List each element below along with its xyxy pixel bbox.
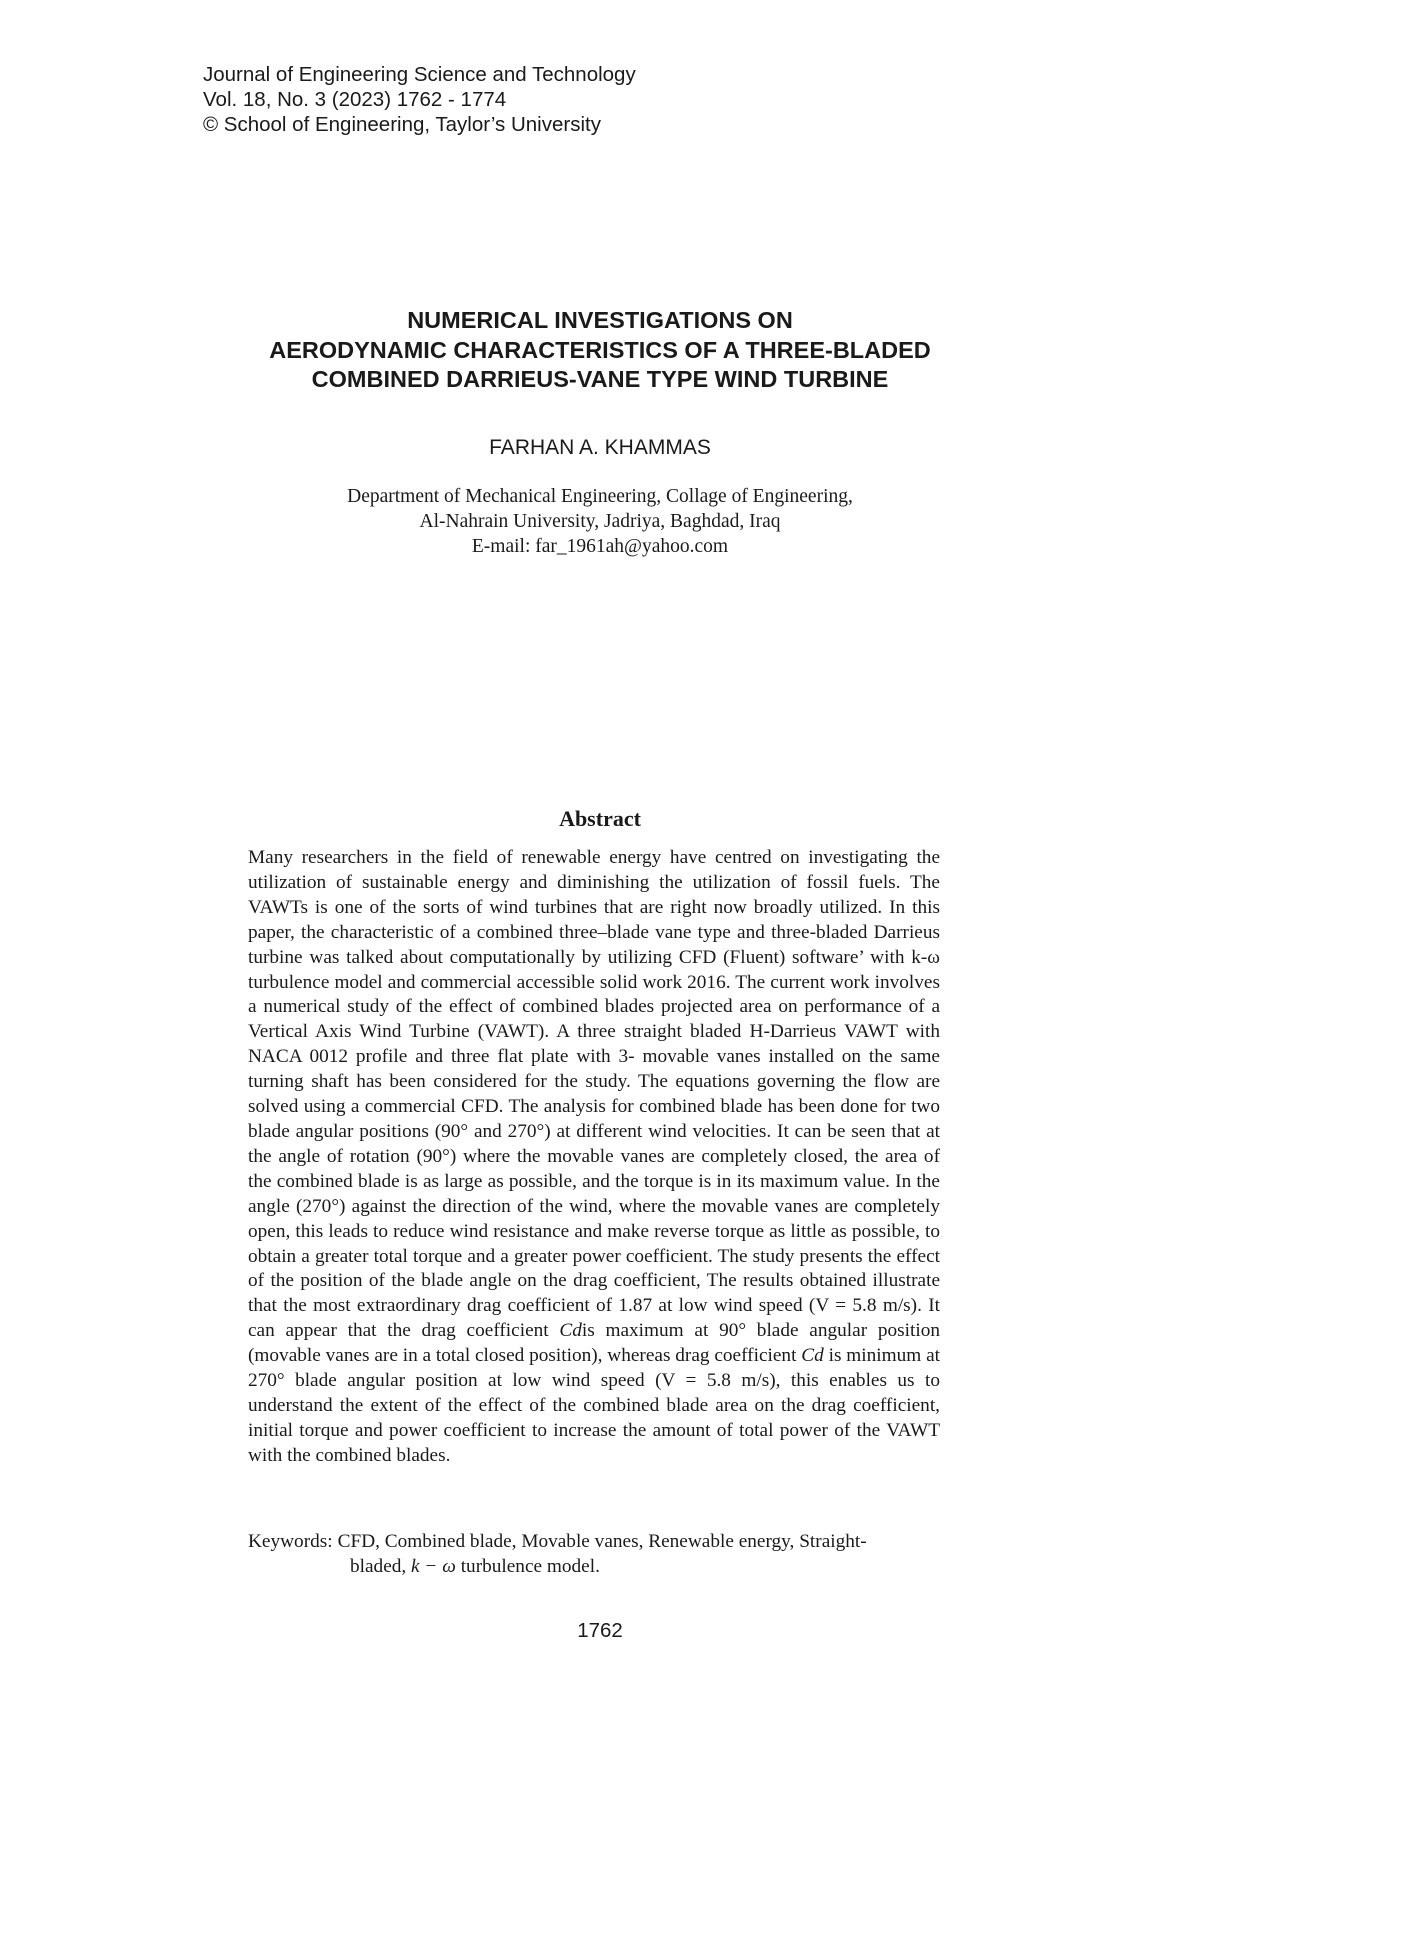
journal-copyright: © School of Engineering, Taylor’s University <box>203 113 601 136</box>
abstract-text-part-3: is minimum at 270° blade angular position at low wind speed (V = 5.8 m/s), this enables us to understand the extent of the effect of the combined blade area on the drag coefficient, initial torque and power coefficient to increase the amount of total power of the VAWT with the combined blades. <box>248 1345 940 1466</box>
journal-volume: Vol. 18, No. 3 (2023) 1762 - 1774 <box>203 88 507 111</box>
abstract-text-part-2: is maximum at 90° blade angular position (movable vanes are in a total closed position), whereas drag coefficient <box>248 1320 940 1367</box>
abstract-body <box>248 846 940 1469</box>
drag-coefficient-symbol: Cd <box>559 1320 582 1342</box>
abstract-heading: Abstract <box>559 806 641 831</box>
title-line-1: NUMERICAL INVESTIGATIONS ON <box>407 307 793 333</box>
paper-title <box>200 306 1000 395</box>
title-line-3: COMBINED DARRIEUS-VANE TYPE WIND TURBINE <box>311 366 889 392</box>
page-number: 1762 <box>577 1619 623 1642</box>
title-line-2: AERODYNAMIC CHARACTERISTICS OF A THREE-BLADED <box>269 336 931 363</box>
keywords-line-1: CFD, Combined blade, Movable vanes, Renewable energy, Straight- <box>337 1531 867 1552</box>
affiliation-university: Al-Nahrain University, Jadriya, Baghdad, Iraq <box>419 511 781 532</box>
abstract-text-part-1: Many researchers in the field of renewable energy have centred on investigating the utilization of sustainable energy and diminishing the utilization of fossil fuels. The VAWTs is one of the sorts of wind turbines that are right now broadly utilized. In this paper, the characteristic of a combined three–blade vane type and three-bladed Darrieus turbine was talked about computationally by utilizing CFD (Fluent) software’ with k-ω turbulence model and commercial accessible solid work 2016. The current work involves a numerical study of the effect of combined blades projected area on performance of a Vertical Axis Wind Turbine (VAWT). A three straight bladed H-Darrieus VAWT with NACA 0012 profile and three flat plate with 3- movable vanes installed on the same turning shaft has been considered for the study. The equations governing the flow are solved using a commercial CFD. The analysis for combined blade has been done for two blade angular positions (90° and 270°) at different wind velocities. It can be seen that at the angle of rotation (90°) where the movable vanes are completely closed, the area of the combined blade is as large as possible, and the torque is in its maximum value. In the angle (270°) against the direction of the wind, where the movable vanes are completely open, this leads to reduce wind resistance and make reverse torque as little as possible, to obtain a greater total torque and a greater power coefficient. The study presents the effect of the position of the blade angle on the drag coefficient, The results obtained illustrate that the most extraordinary drag coefficient of 1.87 at low wind speed (V = 5.8 m/s). It can appear that the drag coefficient <box>248 847 940 1342</box>
keywords-line-2-prefix: bladed, <box>350 1555 412 1577</box>
affiliation-email: E-mail: far_1961ah@yahoo.com <box>471 536 729 557</box>
journal-header <box>203 62 636 137</box>
keywords-line-2-suffix: turbulence model. <box>455 1555 600 1577</box>
keywords-label: Keywords: <box>248 1531 333 1552</box>
drag-coefficient-symbol: Cd <box>801 1345 824 1367</box>
author-name: FARHAN A. KHAMMAS <box>489 436 711 459</box>
keywords-line-2 <box>248 1555 940 1580</box>
journal-name: Journal of Engineering Science and Technology <box>203 63 636 86</box>
turbulence-model-symbol: k − ω <box>411 1555 456 1577</box>
keywords <box>248 1530 940 1580</box>
affiliation-department: Department of Mechanical Engineering, Collage of Engineering, <box>347 486 853 507</box>
author-affiliation <box>200 484 1000 559</box>
